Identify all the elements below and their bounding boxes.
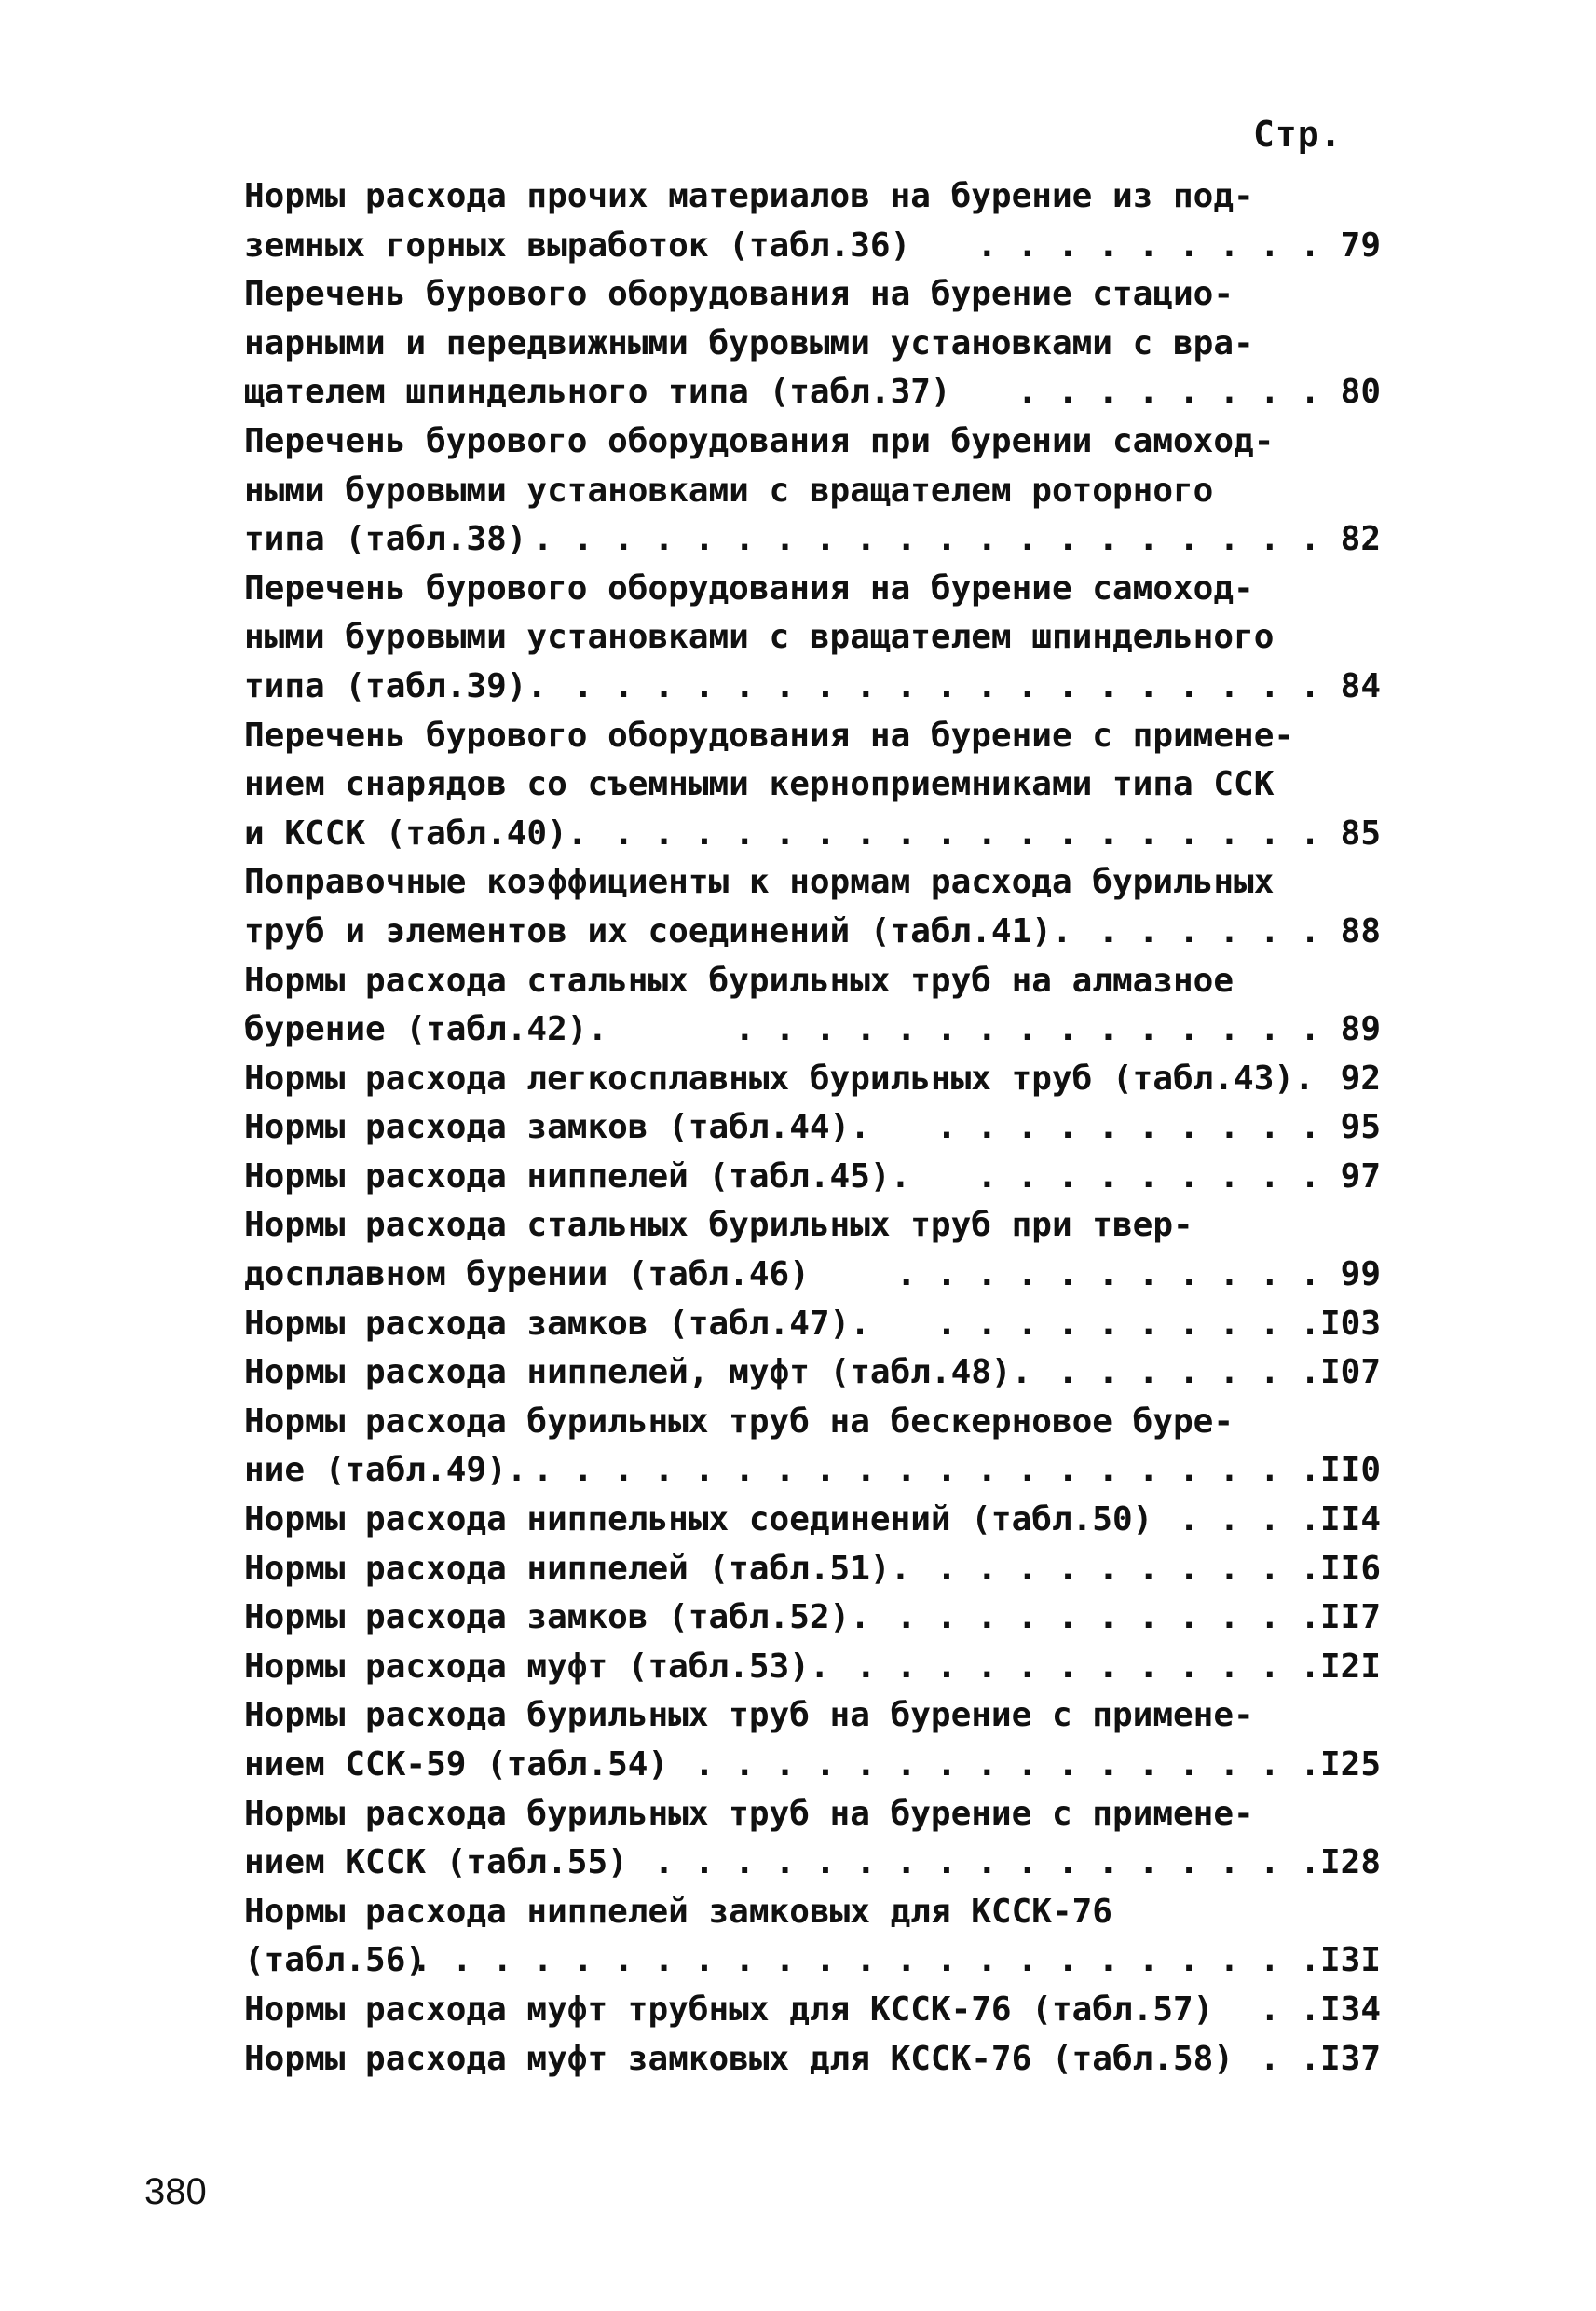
toc-line-text: Перечень бурового оборудования на бурение стацио- bbox=[244, 275, 1235, 314]
toc-line-text: типа (табл.38) bbox=[244, 520, 527, 559]
toc-line bbox=[244, 1055, 1381, 1104]
toc-line-text: Нормы расхода муфт замковых для КССК-76 (табл.58) bbox=[244, 2039, 1235, 2078]
toc-line-text: досплавном бурении (табл.46) bbox=[244, 1255, 810, 1294]
toc-line bbox=[244, 1691, 1381, 1741]
toc-line-text: ными буровыми установками с вращателем шпиндельного bbox=[244, 618, 1275, 657]
toc-line bbox=[244, 1153, 1381, 1202]
toc-line bbox=[244, 1839, 1381, 1888]
toc-leader-page-ref: . . . . . . . . . . . 99 bbox=[895, 1255, 1381, 1294]
toc-leader-page-ref: . . . . . . . . . 97 bbox=[976, 1156, 1381, 1196]
toc-line bbox=[244, 1888, 1381, 1937]
toc-line-text: нарными и передвижными буровыми установками с вра- bbox=[244, 323, 1254, 362]
toc-line-text: Поправочные коэффициенты к нормам расхода бурильных bbox=[244, 863, 1275, 902]
toc-leader-page-ref: . . . . . . . . . . 95 bbox=[936, 1108, 1381, 1147]
toc-line bbox=[244, 467, 1381, 516]
toc-line bbox=[244, 1986, 1381, 2035]
toc-line bbox=[244, 1936, 1381, 1986]
toc-line-text: Перечень бурового оборудования на бурение с примене- bbox=[244, 716, 1295, 755]
toc-line bbox=[244, 320, 1381, 369]
toc-line bbox=[244, 1348, 1381, 1398]
toc-line-text: труб и элементов их соединений (табл.41). bbox=[244, 911, 1072, 950]
toc-line bbox=[244, 222, 1381, 271]
toc-line-text: ние (табл.49). bbox=[244, 1451, 527, 1490]
toc-line bbox=[244, 1103, 1381, 1153]
toc-line-text: бурение (табл.42). bbox=[244, 1010, 608, 1049]
toc-line bbox=[244, 957, 1381, 1006]
toc-line bbox=[244, 1005, 1381, 1055]
page-column-header: Стр. bbox=[1253, 114, 1343, 155]
toc-line-text: Нормы расхода муфт трубных для КССК-76 (табл.57) bbox=[244, 1990, 1214, 2029]
toc-leader-page-ref: . .I37 bbox=[1259, 2039, 1381, 2078]
toc-leader-page-ref: . . . . . . 88 bbox=[1098, 911, 1381, 950]
toc-line-text: Нормы расхода замков (табл.52). bbox=[244, 1598, 870, 1637]
toc-line-text: типа (табл.39). bbox=[244, 666, 548, 705]
toc-leader-page-ref: . . . . . . . . . .I03 bbox=[936, 1304, 1381, 1343]
toc-line bbox=[244, 1398, 1381, 1447]
toc-line bbox=[244, 908, 1381, 957]
toc-line bbox=[244, 515, 1381, 565]
toc-line-text: Нормы расхода бурильных труб на бескерновое буре- bbox=[244, 1402, 1235, 1441]
toc-line bbox=[244, 1201, 1381, 1251]
toc-line bbox=[244, 613, 1381, 663]
toc-line-text: Нормы расхода замков (табл.44). bbox=[244, 1108, 870, 1147]
table-of-contents bbox=[244, 172, 1381, 2084]
toc-leader-page-ref: . . . . . . . . . . . . . . . .I25 bbox=[694, 1745, 1381, 1784]
toc-line-text: Нормы расхода замков (табл.47). bbox=[244, 1304, 870, 1343]
toc-line-text: ными буровыми установками с вращателем роторного bbox=[244, 471, 1214, 510]
toc-leader-page-ref: . . . . . . . . . . . . . . . . . . . .II0 bbox=[532, 1451, 1381, 1490]
toc-line-text: и КССК (табл.40). bbox=[244, 814, 588, 853]
toc-line bbox=[244, 172, 1381, 222]
toc-line bbox=[244, 810, 1381, 859]
toc-line bbox=[244, 760, 1381, 810]
toc-line-text: Нормы расхода ниппелей замковых для КССК-76 bbox=[244, 1892, 1112, 1931]
toc-line bbox=[244, 1790, 1381, 1839]
toc-line bbox=[244, 1446, 1381, 1496]
toc-leader-page-ref: . . . . . . . . . .II6 bbox=[936, 1549, 1381, 1588]
toc-line bbox=[244, 2035, 1381, 2085]
toc-leader-page-ref: 92 bbox=[1340, 1059, 1381, 1098]
toc-line bbox=[244, 270, 1381, 320]
toc-leader-page-ref: . . . .II4 bbox=[1179, 1500, 1381, 1539]
toc-line-text: Нормы расхода стальных бурильных труб при твер- bbox=[244, 1206, 1194, 1245]
toc-line-text: Нормы расхода ниппелей (табл.45). bbox=[244, 1156, 911, 1196]
toc-line-text: нием КССК (табл.55) bbox=[244, 1843, 628, 1882]
toc-line bbox=[244, 663, 1381, 712]
toc-line-text: Перечень бурового оборудования при бурении самоход- bbox=[244, 421, 1275, 460]
toc-leader-page-ref: . . . . . . . . . . . . . . . . . . . . 82 bbox=[532, 520, 1381, 559]
toc-line-text: Нормы расхода ниппелей, муфт (табл.48). bbox=[244, 1353, 1032, 1392]
toc-line bbox=[244, 1300, 1381, 1349]
toc-line bbox=[244, 1496, 1381, 1545]
toc-line-text: Нормы расхода прочих материалов на бурение из под- bbox=[244, 177, 1254, 215]
toc-line bbox=[244, 1741, 1381, 1790]
toc-leader-page-ref: . . . . . . . . . . . . . . . . . . . . . . .I3I bbox=[411, 1941, 1381, 1980]
toc-line bbox=[244, 368, 1381, 417]
toc-line bbox=[244, 858, 1381, 908]
toc-line bbox=[244, 565, 1381, 614]
toc-line-text: нием снарядов со съемными керноприемниками типа ССК bbox=[244, 765, 1275, 804]
toc-line-text: Нормы расхода бурильных труб на бурение с примене- bbox=[244, 1794, 1254, 1833]
toc-leader-page-ref: . . . . . . . . . . . .I2I bbox=[855, 1647, 1381, 1686]
page-number: 380 bbox=[144, 2171, 207, 2212]
toc-line bbox=[244, 1251, 1381, 1300]
toc-line-text: Нормы расхода ниппельных соединений (табл.50) bbox=[244, 1500, 1153, 1539]
toc-line-text: нием ССК-59 (табл.54) bbox=[244, 1745, 669, 1784]
toc-line bbox=[244, 1545, 1381, 1594]
toc-leader-page-ref: . . . . . . . . . . . . . . . 89 bbox=[734, 1010, 1381, 1049]
toc-leader-page-ref: . . . . . . . . 80 bbox=[1016, 373, 1381, 412]
toc-leader-page-ref: . . . . . . . . . . .II7 bbox=[895, 1598, 1381, 1637]
toc-line-text: Перечень бурового оборудования на бурение самоход- bbox=[244, 568, 1254, 608]
toc-leader-page-ref: . . . . . . . . . . . . . . . . .I28 bbox=[653, 1843, 1381, 1882]
toc-line-text: (табл.56) bbox=[244, 1941, 427, 1980]
toc-line-text: Нормы расхода легкосплавных бурильных труб (табл.43). bbox=[244, 1059, 1315, 1098]
toc-line-text: Нормы расхода бурильных труб на бурение с примене- bbox=[244, 1696, 1254, 1735]
toc-line-text: земных горных выработок (табл.36) bbox=[244, 226, 911, 265]
toc-line bbox=[244, 1593, 1381, 1643]
toc-line bbox=[244, 1643, 1381, 1692]
toc-leader-page-ref: . . . . . . .I07 bbox=[1057, 1353, 1381, 1392]
toc-line-text: Нормы расхода стальных бурильных труб на алмазное bbox=[244, 961, 1235, 1000]
toc-leader-page-ref: . .I34 bbox=[1259, 1990, 1381, 2029]
toc-line bbox=[244, 417, 1381, 467]
toc-line-text: Нормы расхода муфт (табл.53). bbox=[244, 1647, 830, 1686]
toc-line-text: Нормы расхода ниппелей (табл.51). bbox=[244, 1549, 911, 1588]
toc-leader-page-ref: . . . . . . . . . 79 bbox=[976, 226, 1381, 265]
toc-line bbox=[244, 712, 1381, 761]
toc-leader-page-ref: . . . . . . . . . . . . . . . . . . . 84 bbox=[573, 666, 1381, 705]
toc-leader-page-ref: . . . . . . . . . . . . . . . . . . 85 bbox=[613, 814, 1381, 853]
toc-line-text: щателем шпиндельного типа (табл.37) bbox=[244, 373, 951, 412]
